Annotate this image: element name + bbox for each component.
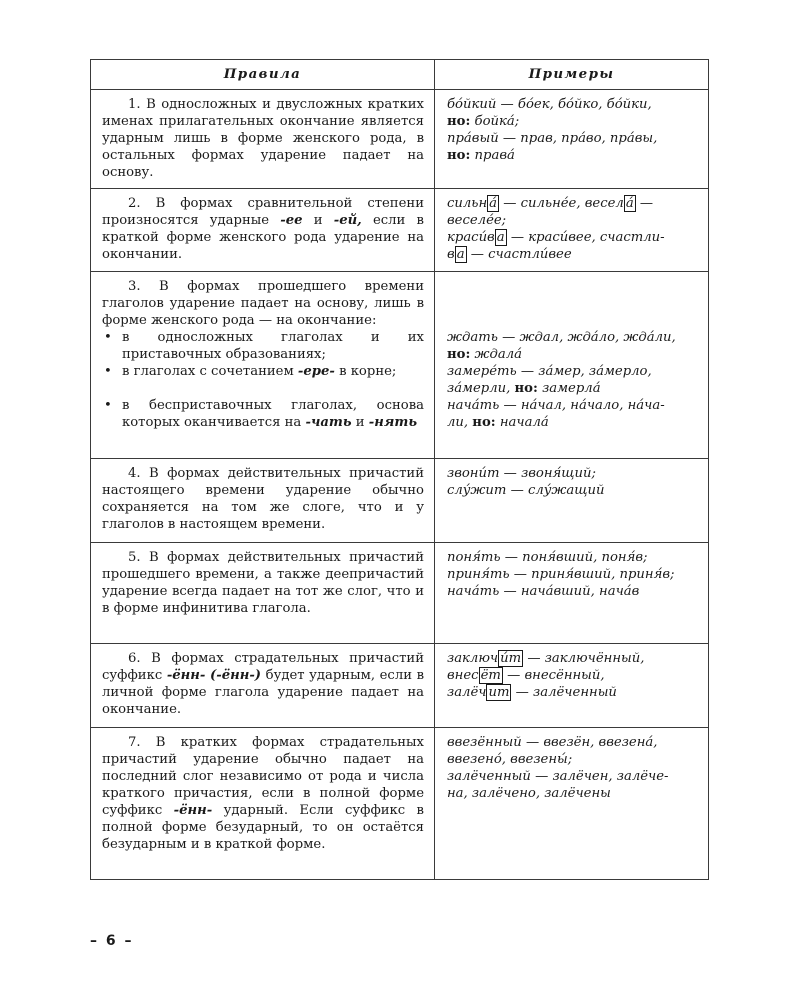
list-item	[102, 363, 424, 380]
rule-text: 5. В формах действительных причастий прошедшего времени, а также деепричастий ударение всегда падает на тот же слог, что и в форме инфинитива глагола.	[102, 550, 424, 616]
rule-text	[102, 734, 424, 853]
example-text: на, залёчено, залёчены	[447, 786, 611, 801]
suffix: -ей,	[333, 213, 362, 228]
table-row	[91, 90, 709, 189]
example-line	[447, 482, 699, 499]
list-item: • в односложных глаголах и их приставочных образованиях;	[102, 329, 424, 363]
but-marker: но:	[472, 415, 496, 430]
example-line	[447, 195, 699, 212]
rule-cell	[91, 644, 435, 728]
example-line	[447, 650, 699, 667]
rule-cell	[91, 272, 435, 459]
example-line	[447, 147, 699, 164]
example-line	[447, 229, 699, 246]
example-text: бо́йкий — бо́ек, бо́йко, бо́йки,	[447, 97, 652, 112]
header-rules: Правила	[91, 60, 435, 90]
suffix: -ённ-	[173, 803, 213, 818]
example-line	[447, 96, 699, 113]
stress-box: а́	[625, 196, 634, 211]
example-line	[447, 397, 699, 414]
example-text: заключ	[447, 651, 499, 666]
rule-text	[102, 650, 424, 718]
rule-cell	[91, 189, 435, 272]
example-line	[447, 566, 699, 583]
stress-box: а	[496, 230, 505, 245]
example-text: —	[639, 196, 654, 211]
table-row	[91, 459, 709, 543]
example-line	[447, 751, 699, 768]
examples-cell	[435, 90, 709, 189]
but-marker: но:	[514, 381, 538, 396]
rule-text-part: 2. В формах сравнительной степени произносятся ударные	[102, 196, 424, 228]
rule-cell	[91, 90, 435, 189]
example-text: — счастли́вее	[470, 247, 572, 262]
header-examples: Примеры	[435, 60, 709, 90]
example-line	[447, 768, 699, 785]
table-row	[91, 644, 709, 728]
example-text: залёченный — залёчен, залёче-	[447, 769, 669, 784]
example-text: ли,	[447, 415, 469, 430]
table-row	[91, 272, 709, 459]
example-line	[447, 212, 699, 229]
example-line	[447, 414, 699, 431]
rule-text-part: ударный. Если суффикс в полной форме безударный, то он остаётся безударным и в краткой форме.	[102, 803, 424, 852]
rule-text-part: 6. В формах страдательных причастий суффикс	[102, 651, 424, 683]
rule-text-part: в глаголах с сочетанием	[122, 364, 294, 379]
example-text: бойка́;	[474, 114, 520, 129]
rule-text-part: в корне;	[339, 364, 397, 379]
example-line	[447, 549, 699, 566]
example-line	[447, 113, 699, 130]
example-text: веселе́е;	[447, 213, 507, 228]
example-text: — залёченный	[515, 685, 617, 700]
example-line	[447, 363, 699, 380]
examples-cell	[435, 189, 709, 272]
example-line	[447, 130, 699, 147]
example-text: ждала́	[474, 347, 523, 362]
example-text: ждать — ждал, жда́ло, жда́ли,	[447, 330, 676, 345]
example-text: — сильне́е, весел	[503, 196, 624, 211]
example-line	[447, 329, 699, 346]
table-row	[91, 728, 709, 880]
examples-cell	[435, 728, 709, 880]
example-text: приня́ть — приня́вший, приня́в;	[447, 567, 675, 582]
example-text: нача́ть — нача́вший, нача́в	[447, 584, 640, 599]
rule-text-part: будет ударным, если в личной форме глагола ударение падает на окончание.	[102, 668, 424, 717]
example-text: за́мерли,	[447, 381, 511, 396]
example-text: ввезённый — ввезён, ввезена́,	[447, 735, 658, 750]
example-line	[447, 346, 699, 363]
example-text: замере́ть — за́мер, за́мерло,	[447, 364, 652, 379]
example-text: — заключённый,	[527, 651, 645, 666]
example-text: начала́	[499, 415, 549, 430]
but-marker: но:	[447, 148, 471, 163]
example-text: звони́т — звоня́щий;	[447, 466, 596, 481]
example-line	[447, 667, 699, 684]
example-text: в	[447, 247, 455, 262]
example-text: — внесённый,	[507, 668, 605, 683]
rule-cell	[91, 459, 435, 543]
rule-text-part: и	[355, 415, 365, 430]
example-text: залёч	[447, 685, 487, 700]
stress-box: а	[456, 247, 465, 262]
rule-text	[102, 195, 424, 263]
rule-text: 1. В односложных и двусложных кратких именах прилагательных окончание является ударным лишь в форме женского рода, в остальных формах ударение падает на основу.	[102, 97, 424, 180]
example-text: слу́жит — слу́жащий	[447, 483, 605, 498]
table-row	[91, 189, 709, 272]
example-line	[447, 380, 699, 397]
rule-cell	[91, 543, 435, 644]
examples-cell	[435, 272, 709, 459]
suffix: (-ённ-)	[209, 668, 262, 683]
rule-text-part: если в краткой форме женского рода ударение на окончании.	[102, 213, 424, 262]
example-line	[447, 684, 699, 701]
example-line	[447, 785, 699, 802]
but-marker: но:	[447, 347, 471, 362]
example-text: поня́ть — поня́вший, поня́в;	[447, 550, 648, 565]
bullet-list	[102, 329, 424, 431]
list-item	[102, 397, 424, 431]
example-text: — краси́вее, счастли-	[510, 230, 665, 245]
example-line	[447, 465, 699, 482]
table-row	[91, 543, 709, 644]
example-text: ввезено́, ввезены́;	[447, 752, 573, 767]
table-header-row	[91, 60, 709, 90]
spacer	[447, 278, 699, 329]
example-line	[447, 583, 699, 600]
example-text: сильн	[447, 196, 488, 211]
page-number: – 6 –	[90, 933, 134, 949]
rule-text: 3. В формах прошедшего времени глаголов ударение падает на основу, лишь в форме женского рода — на окончание:	[102, 279, 424, 328]
stress-box: ёт	[480, 668, 501, 683]
example-line	[447, 246, 699, 263]
suffix: -нять	[368, 415, 418, 430]
rules-table	[90, 59, 709, 880]
examples-cell	[435, 543, 709, 644]
example-line	[447, 734, 699, 751]
rule-text-part: и	[313, 213, 323, 228]
example-text: права́	[474, 148, 515, 163]
example-text: краси́в	[447, 230, 495, 245]
suffix: -ее	[280, 213, 303, 228]
rule-text-part: 7. В кратких формах страдательных причастий ударение обычно падает на последний слог независимо от рода и числа краткого причастия, если в полной форме суффикс	[102, 735, 424, 818]
rule-text: 4. В формах действительных причастий настоящего времени ударение обычно сохраняется на том же слоге, что и у глаголов в настоящем времени.	[102, 466, 424, 532]
examples-cell	[435, 459, 709, 543]
but-marker: но:	[447, 114, 471, 129]
rule-text-part: в бесприставочных глаголах, основа которых оканчивается на	[122, 398, 424, 430]
stress-box: а́	[489, 196, 498, 211]
suffix: -ённ-	[166, 668, 206, 683]
example-text: замерла́	[542, 381, 601, 396]
stress-box: и́т	[500, 651, 522, 666]
examples-cell	[435, 644, 709, 728]
example-text: нача́ть — на́чал, на́чало, на́ча-	[447, 398, 665, 413]
suffix: -ере-	[297, 364, 335, 379]
suffix: -чать	[305, 415, 352, 430]
example-text: пра́вый — прав, пра́во, пра́вы,	[447, 131, 658, 146]
example-text: внес	[447, 668, 479, 683]
rule-cell	[91, 728, 435, 880]
stress-box: ит	[488, 685, 510, 700]
